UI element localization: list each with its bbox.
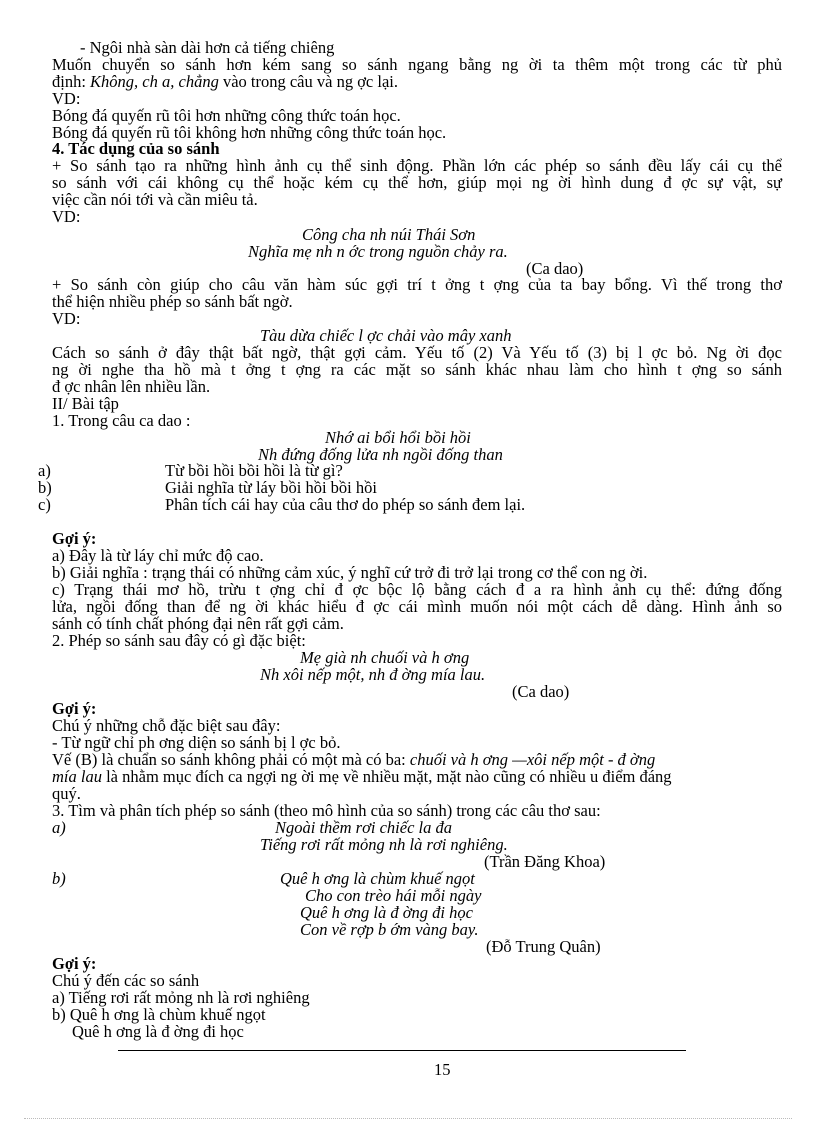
verse-line: Tiếng rơi rất mỏng nh là rơi nghiêng. <box>260 835 508 854</box>
text-span: Vế (B) là chuẩn so sánh không phải có một mà có ba: <box>52 750 406 769</box>
text-line: Bóng đá quyến rũ tôi không hơn những công thức toán học. <box>52 123 447 142</box>
text-line: 1. Trong câu ca dao : <box>52 411 191 430</box>
text-span: định: <box>52 72 86 91</box>
source-attribution: (Ca dao) <box>512 682 570 701</box>
source-attribution: (Ca dao) <box>526 259 584 278</box>
text-line: Chú ý đến các so sánh <box>52 971 200 990</box>
section-heading: 4. Tác dụng của so sánh <box>52 139 220 158</box>
verse-line: Mẹ già nh chuối và h ơng <box>300 648 470 667</box>
list-marker: b) <box>52 869 66 888</box>
hint-heading: Gợi ý: <box>52 954 97 973</box>
text-line: a) Tiếng rơi rất mỏng nh là rơi nghiêng <box>52 988 310 1007</box>
text-line: - Ngôi nhà sàn dài hơn cả tiếng chiêng <box>80 38 335 57</box>
page-number: 15 <box>434 1060 451 1079</box>
text-line: việc cần nói tới và cần miêu tả. <box>52 190 258 209</box>
italic-span: mía lau <box>52 767 102 786</box>
verse-line: Nh xôi nếp một, nh đ ờng mía lau. <box>260 665 486 684</box>
text-line: a) Đây là từ láy chỉ mức độ cao. <box>52 546 264 565</box>
text-line: Cách so sánh ở đây thật bất ngờ, thật gợi cảm. Yếu tố (2) Và Yếu tố (3) bị l ợc bỏ. Ng ời đọc <box>52 343 782 362</box>
list-item: Từ bồi hồi bồi hồi là từ gì? <box>165 461 343 480</box>
footer-divider <box>118 1050 686 1051</box>
hint-heading: Gợi ý: <box>52 699 97 718</box>
verse-line: Quê h ơng là chùm khuế ngọt <box>280 869 475 888</box>
text-line: VD: <box>52 207 81 226</box>
text-line: thể hiện nhiều phép so sánh bất ngờ. <box>52 292 293 311</box>
list-item: Phân tích cái hay của câu thơ do phép so sánh đem lại. <box>165 495 526 514</box>
italic-span: chuối và h ơng —xôi nếp một - đ ờng <box>409 750 656 769</box>
text-line <box>52 751 655 768</box>
verse-line: Công cha nh núi Thái Sơn <box>302 225 476 244</box>
text-line <box>52 73 398 90</box>
verse-line: Nghĩa mẹ nh n ớc trong nguồn chảy ra. <box>248 242 508 261</box>
text-line: so sánh với cái không cụ thể hoặc kém cụ thể hơn, giúp mọi ng ời hình dung đ ợc sự vật, sự <box>52 173 782 192</box>
verse-line: Quê h ơng là đ ờng đi học <box>300 903 473 922</box>
list-item: Giải nghĩa từ láy bồi hồi bồi hồi <box>165 478 377 497</box>
text-line: b) Quê h ơng là chùm khuế ngọt <box>52 1005 266 1024</box>
text-line: đ ợc nhân lên nhiều lần. <box>52 377 211 396</box>
text-line: Muốn chuyển so sánh hơn kém sang so sánh ngang bằng ng ời ta thêm một trong các từ phủ <box>52 55 782 74</box>
text-line: c) Trạng thái mơ hồ, trừu t ợng chỉ đ ợc bộc lộ bằng cách đ a ra hình ảnh cụ thể: đứng đống <box>52 580 782 599</box>
text-line: + So sánh tạo ra những hình ảnh cụ thể sinh động. Phần lớn các phép so sánh đều lấy cái cụ thể <box>52 156 782 175</box>
text-span: là nhằm mục đích ca ngợi ng ời mẹ về nhiều mặt, mặt nào cũng có nhiều u điểm đáng <box>106 767 672 786</box>
list-marker: a) <box>52 818 66 837</box>
section-heading: II/ Bài tập <box>52 394 119 413</box>
verse-line: Nhớ ai bổi hổi bồi hồi <box>325 428 471 447</box>
text-line: sánh có tính chất phóng đại nên rất gợi cảm. <box>52 614 344 633</box>
text-line: ng ời nghe tha hồ mà t ởng t ợng ra các mặt so sánh khác nhau làm cho hình t ợng so sánh <box>52 360 782 379</box>
source-attribution: (Trần Đăng Khoa) <box>484 852 606 871</box>
verse-line: Tàu dừa chiếc l ợc chải vào mây xanh <box>260 326 512 345</box>
text-line: Chú ý những chỗ đặc biệt sau đây: <box>52 716 281 735</box>
text-line: VD: <box>52 89 81 108</box>
verse-line: Ngoài thềm rơi chiếc la đa <box>275 818 452 837</box>
italic-span: Không, ch a, chẳng <box>90 72 219 91</box>
text-line: 3. Tìm và phân tích phép so sánh (theo mô hình của so sánh) trong các câu thơ sau: <box>52 801 601 820</box>
text-line: lửa, ngồi đống than để ng ời khác hiểu đ ợc cái mình muốn nói một cách dễ dàng. Hình ảnh so <box>52 597 782 616</box>
text-line: VD: <box>52 309 81 328</box>
list-marker: c) <box>38 495 51 514</box>
text-line: b) Giải nghĩa : trạng thái có những cảm xúc, ý nghĩ cứ trở đi trở lại trong cơ thể con ng ời. <box>52 563 648 582</box>
source-attribution: (Đỗ Trung Quân) <box>486 937 601 956</box>
text-line: + So sánh còn giúp cho câu văn hàm súc gợi trí t ởng t ợng của ta bay bổng. Vì thế trong thơ <box>52 275 782 294</box>
text-span: vào trong câu và ng ợc lại. <box>222 72 398 91</box>
text-line: - Từ ngữ chỉ ph ơng diện so sánh bị l ợc bỏ. <box>52 733 341 752</box>
text-line <box>52 768 672 785</box>
text-line: quý. <box>52 784 81 803</box>
text-line: 2. Phép so sánh sau đây có gì đặc biệt: <box>52 631 306 650</box>
text-line: Bóng đá quyến rũ tôi hơn những công thức toán học. <box>52 106 401 125</box>
verse-line: Con về rợp b ớm vàng bay. <box>300 920 479 939</box>
hint-heading: Gợi ý: <box>52 529 97 548</box>
list-marker: a) <box>38 461 51 480</box>
text-line: Quê h ơng là đ ờng đi học <box>72 1022 244 1041</box>
verse-line: Cho con trèo hái mỗi ngày <box>305 886 482 905</box>
list-marker: b) <box>38 478 52 497</box>
verse-line: Nh đứng đống lửa nh ngồi đống than <box>258 445 503 464</box>
page-edge-divider <box>24 1118 792 1119</box>
